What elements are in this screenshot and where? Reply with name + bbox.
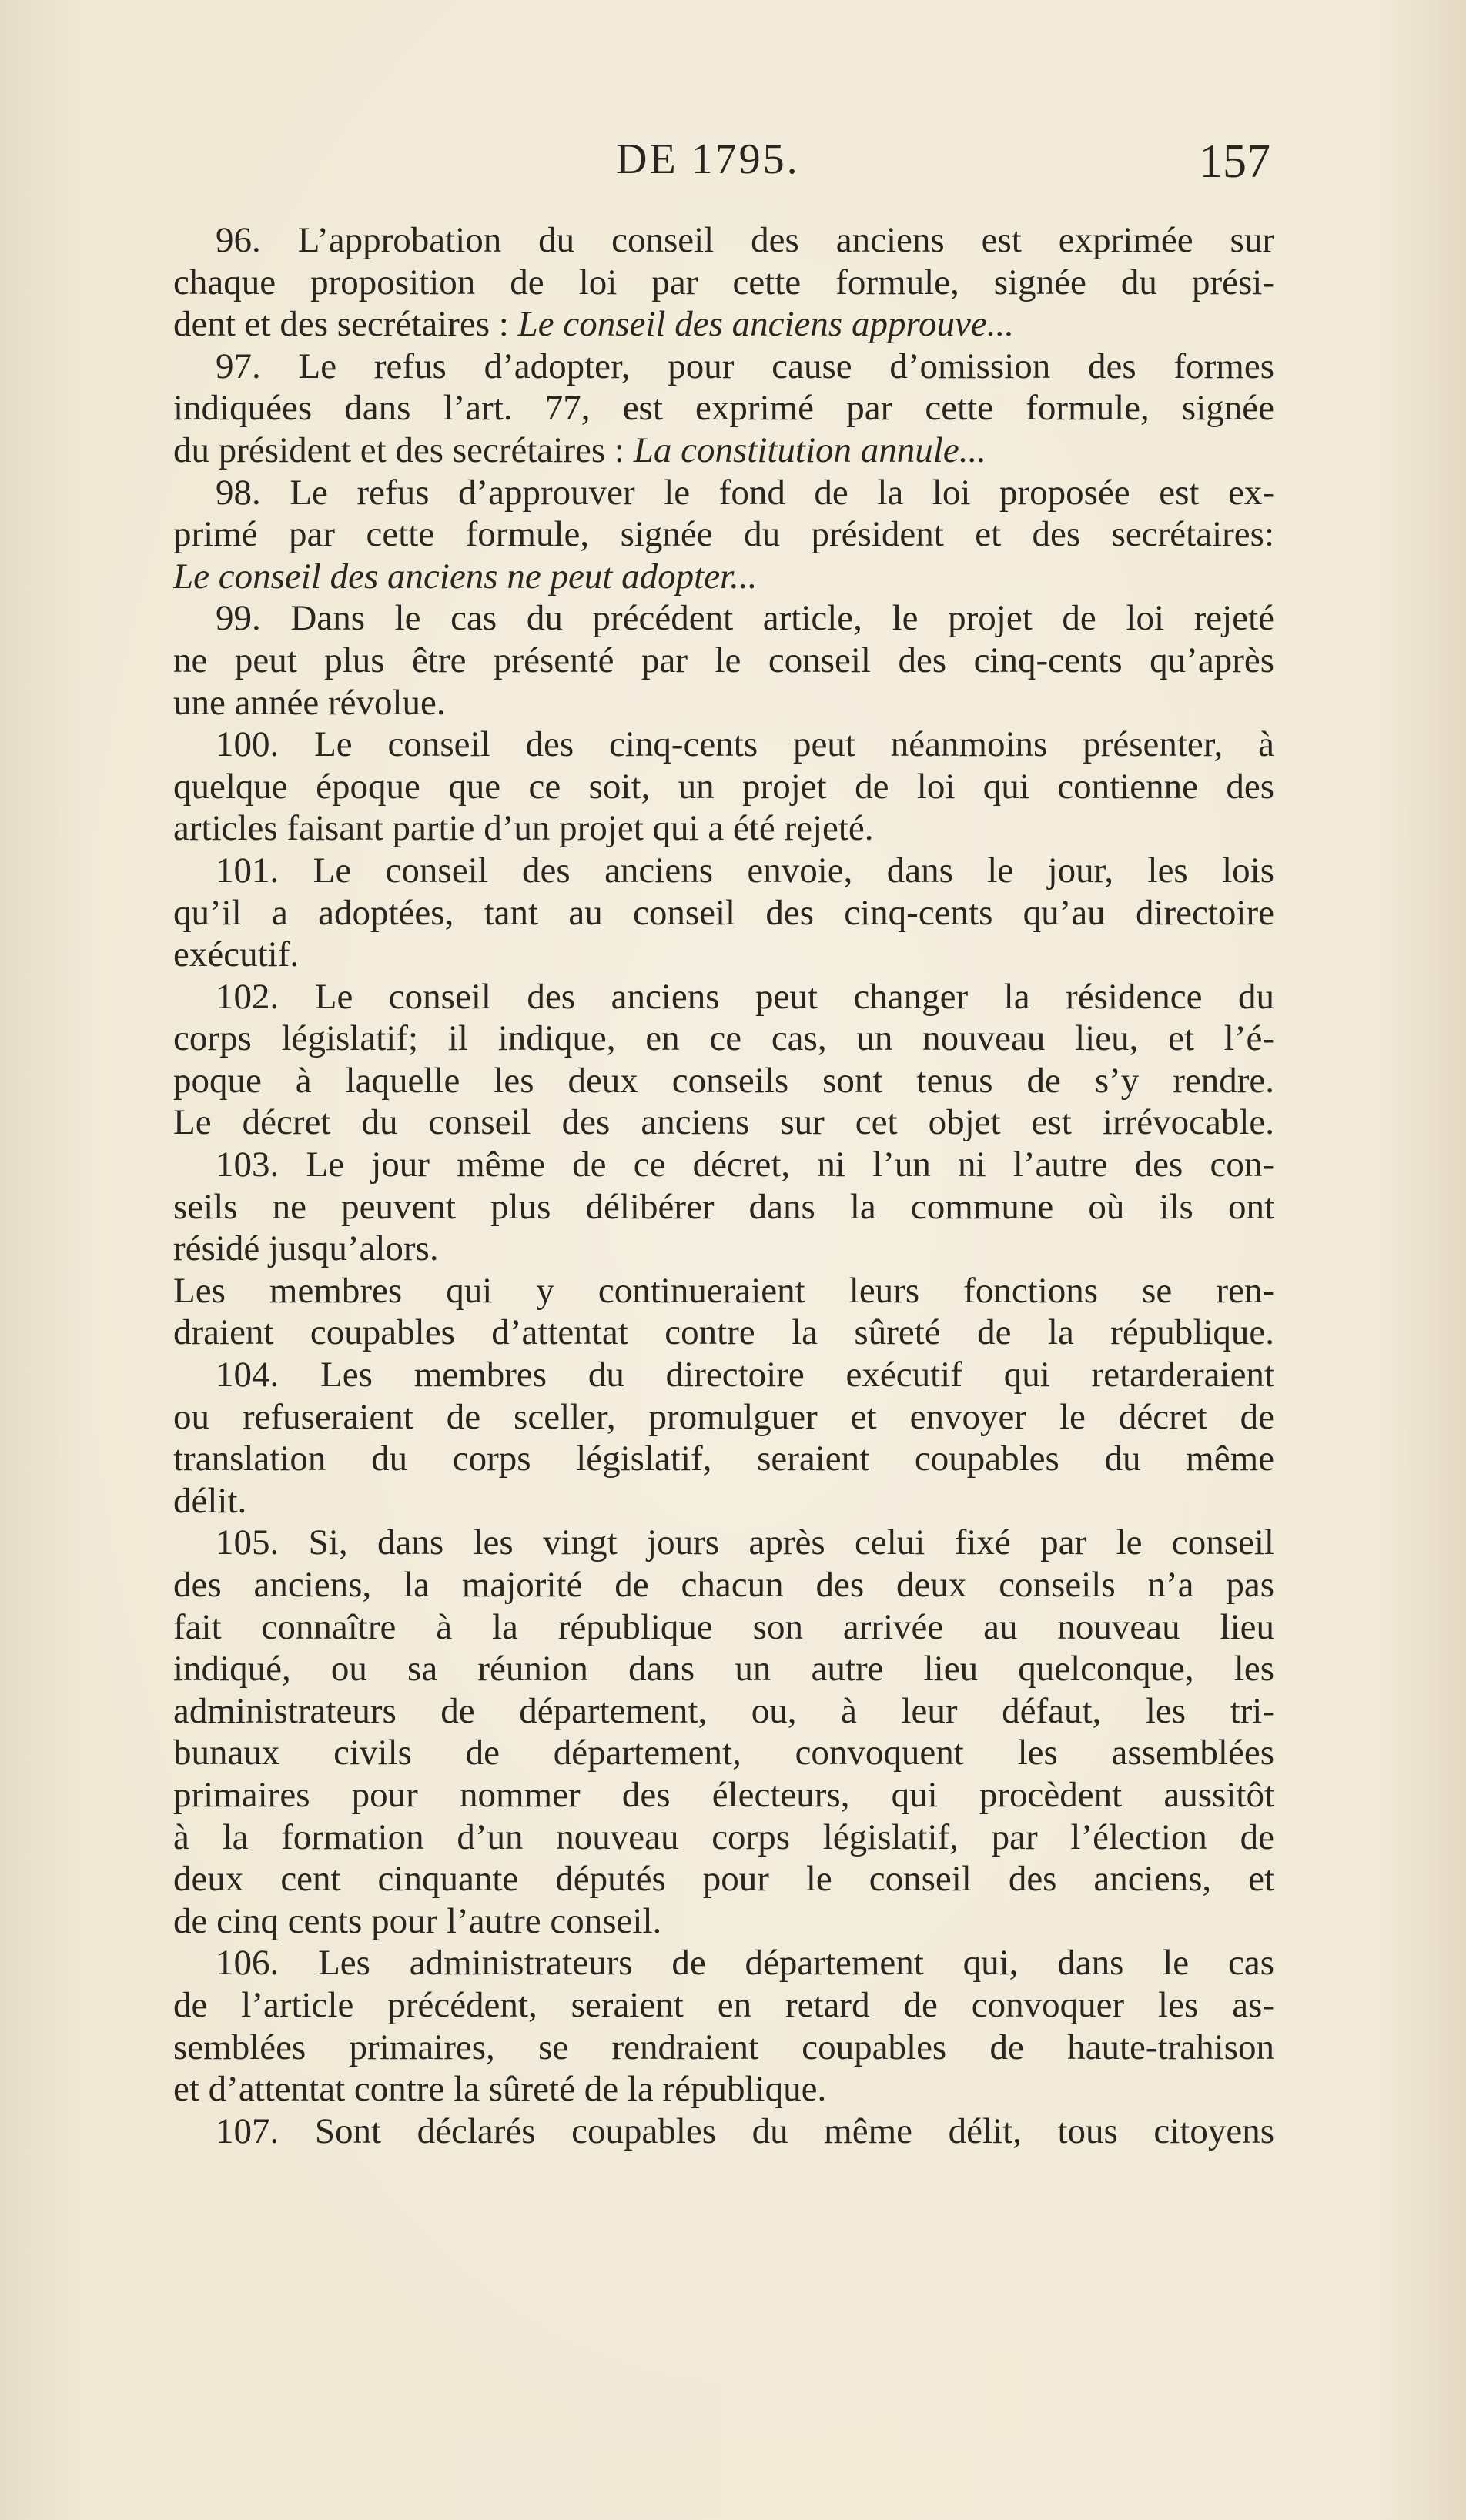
text-line: 101. Le conseil des anciens envoie, dans le jour, les lois	[216, 850, 1274, 891]
page-number: 157	[1199, 135, 1270, 188]
text-line: 97. Le refus d’adopter, pour cause d’omission des formes	[216, 346, 1274, 386]
text-line: exécutif.	[173, 934, 300, 975]
text-line: 103. Le jour même de ce décret, ni l’un ni l’autre des con-	[216, 1145, 1274, 1185]
text-line: ne peut plus être présenté par le conseil des cinq-cents qu’après	[173, 640, 1274, 680]
text-line: articles faisant partie d’un projet qui a été rejeté.	[173, 808, 874, 849]
text-line: des anciens, la majorité de chacun des deux conseils n’a pas	[173, 1565, 1274, 1605]
running-head: DE 1795.	[616, 135, 800, 183]
text-line: seils ne peuvent plus délibérer dans la commune où ils ont	[173, 1186, 1274, 1227]
text-line: 105. Si, dans les vingt jours après celui fixé par le conseil	[216, 1522, 1274, 1563]
text-line: Le décret du conseil des anciens sur cet objet est irrévocable.	[173, 1102, 1274, 1143]
text-line: deux cent cinquante députés pour le conseil des anciens, et	[173, 1859, 1274, 1900]
text-line: 102. Le conseil des anciens peut changer la résidence du	[216, 976, 1274, 1017]
text-line: 99. Dans le cas du précédent article, le projet de loi rejeté	[216, 598, 1274, 639]
text-line: Le conseil des anciens ne peut adopter...	[173, 556, 758, 597]
text-line: 100. Le conseil des cinq-cents peut néanmoins présenter, à	[216, 724, 1274, 765]
text-line-content: dent et des secrétaires : Le conseil des anciens approuve...	[173, 304, 1014, 345]
text-line: 96. L’approbation du conseil des anciens est exprimée sur	[216, 220, 1274, 260]
text-line: et d’attentat contre la sûreté de la république.	[173, 2069, 827, 2110]
text-line: fait connaître à la république son arrivée au nouveau lieu	[173, 1606, 1274, 1647]
text-line: indiqué, ou sa réunion dans un autre lieu quelconque, les	[173, 1649, 1274, 1689]
text-line: draient coupables d’attentat contre la sûreté de la république.	[173, 1312, 1274, 1353]
text-line: à la formation d’un nouveau corps législatif, par l’élection de	[173, 1816, 1274, 1857]
text-line	[173, 303, 1274, 346]
text-line: translation du corps législatif, seraient coupables du même	[173, 1439, 1274, 1479]
page-header	[177, 135, 1270, 204]
text-line: poque à laquelle les deux conseils sont tenus de s’y rendre.	[173, 1060, 1274, 1101]
text-line: résidé jusqu’alors.	[173, 1228, 439, 1269]
text-line: 98. Le refus d’approuver le fond de la loi proposée est ex-	[216, 472, 1274, 513]
text-line: primé par cette formule, signée du président et des secrétaires:	[173, 514, 1274, 555]
text-line: bunaux civils de département, convoquent les assemblées	[173, 1733, 1274, 1773]
text-line: quelque époque que ce soit, un projet de loi qui contienne des	[173, 766, 1274, 807]
text-line: ou refuseraient de sceller, promulguer et envoyer le décret de	[173, 1396, 1274, 1437]
text-line: du président et des secrétaires : La constitution annule...	[173, 429, 986, 470]
text-line: chaque proposition de loi par cette formule, signée du prési-	[173, 262, 1274, 302]
body-text	[173, 219, 1274, 2152]
text-line: 107. Sont déclarés coupables du même délit, tous citoyens	[216, 2111, 1274, 2151]
text-line: semblées primaires, se rendraient coupables de haute-trahison	[173, 2027, 1274, 2067]
formula-phrase: Le conseil des anciens approuve...	[517, 304, 1014, 345]
text-line: qu’il a adoptées, tant au conseil des cinq-cents qu’au directoire	[173, 892, 1274, 933]
text-line: de l’article précédent, seraient en retard de convoquer les as-	[173, 1984, 1274, 2025]
text-line: 106. Les administrateurs de département qui, dans le cas	[216, 1943, 1274, 1984]
text-line: primaires pour nommer des électeurs, qui procèdent aussitôt	[173, 1774, 1274, 1815]
text-line: corps législatif; il indique, en ce cas, un nouveau lieu, et l’é-	[173, 1018, 1274, 1059]
text-line: Les membres qui y continueraient leurs fonctions se ren-	[173, 1270, 1274, 1311]
text-line: de cinq cents pour l’autre conseil.	[173, 1900, 662, 1941]
text-line: administrateurs de département, ou, à leur défaut, les tri-	[173, 1690, 1274, 1731]
text-line: délit.	[173, 1480, 247, 1521]
formula-phrase: La constitution annule...	[633, 429, 986, 470]
text-line: indiquées dans l’art. 77, est exprimé par cette formule, signée	[173, 388, 1274, 429]
text-line: une année révolue.	[173, 682, 446, 723]
text-line: 104. Les membres du directoire exécutif qui retarderaient	[216, 1355, 1274, 1395]
